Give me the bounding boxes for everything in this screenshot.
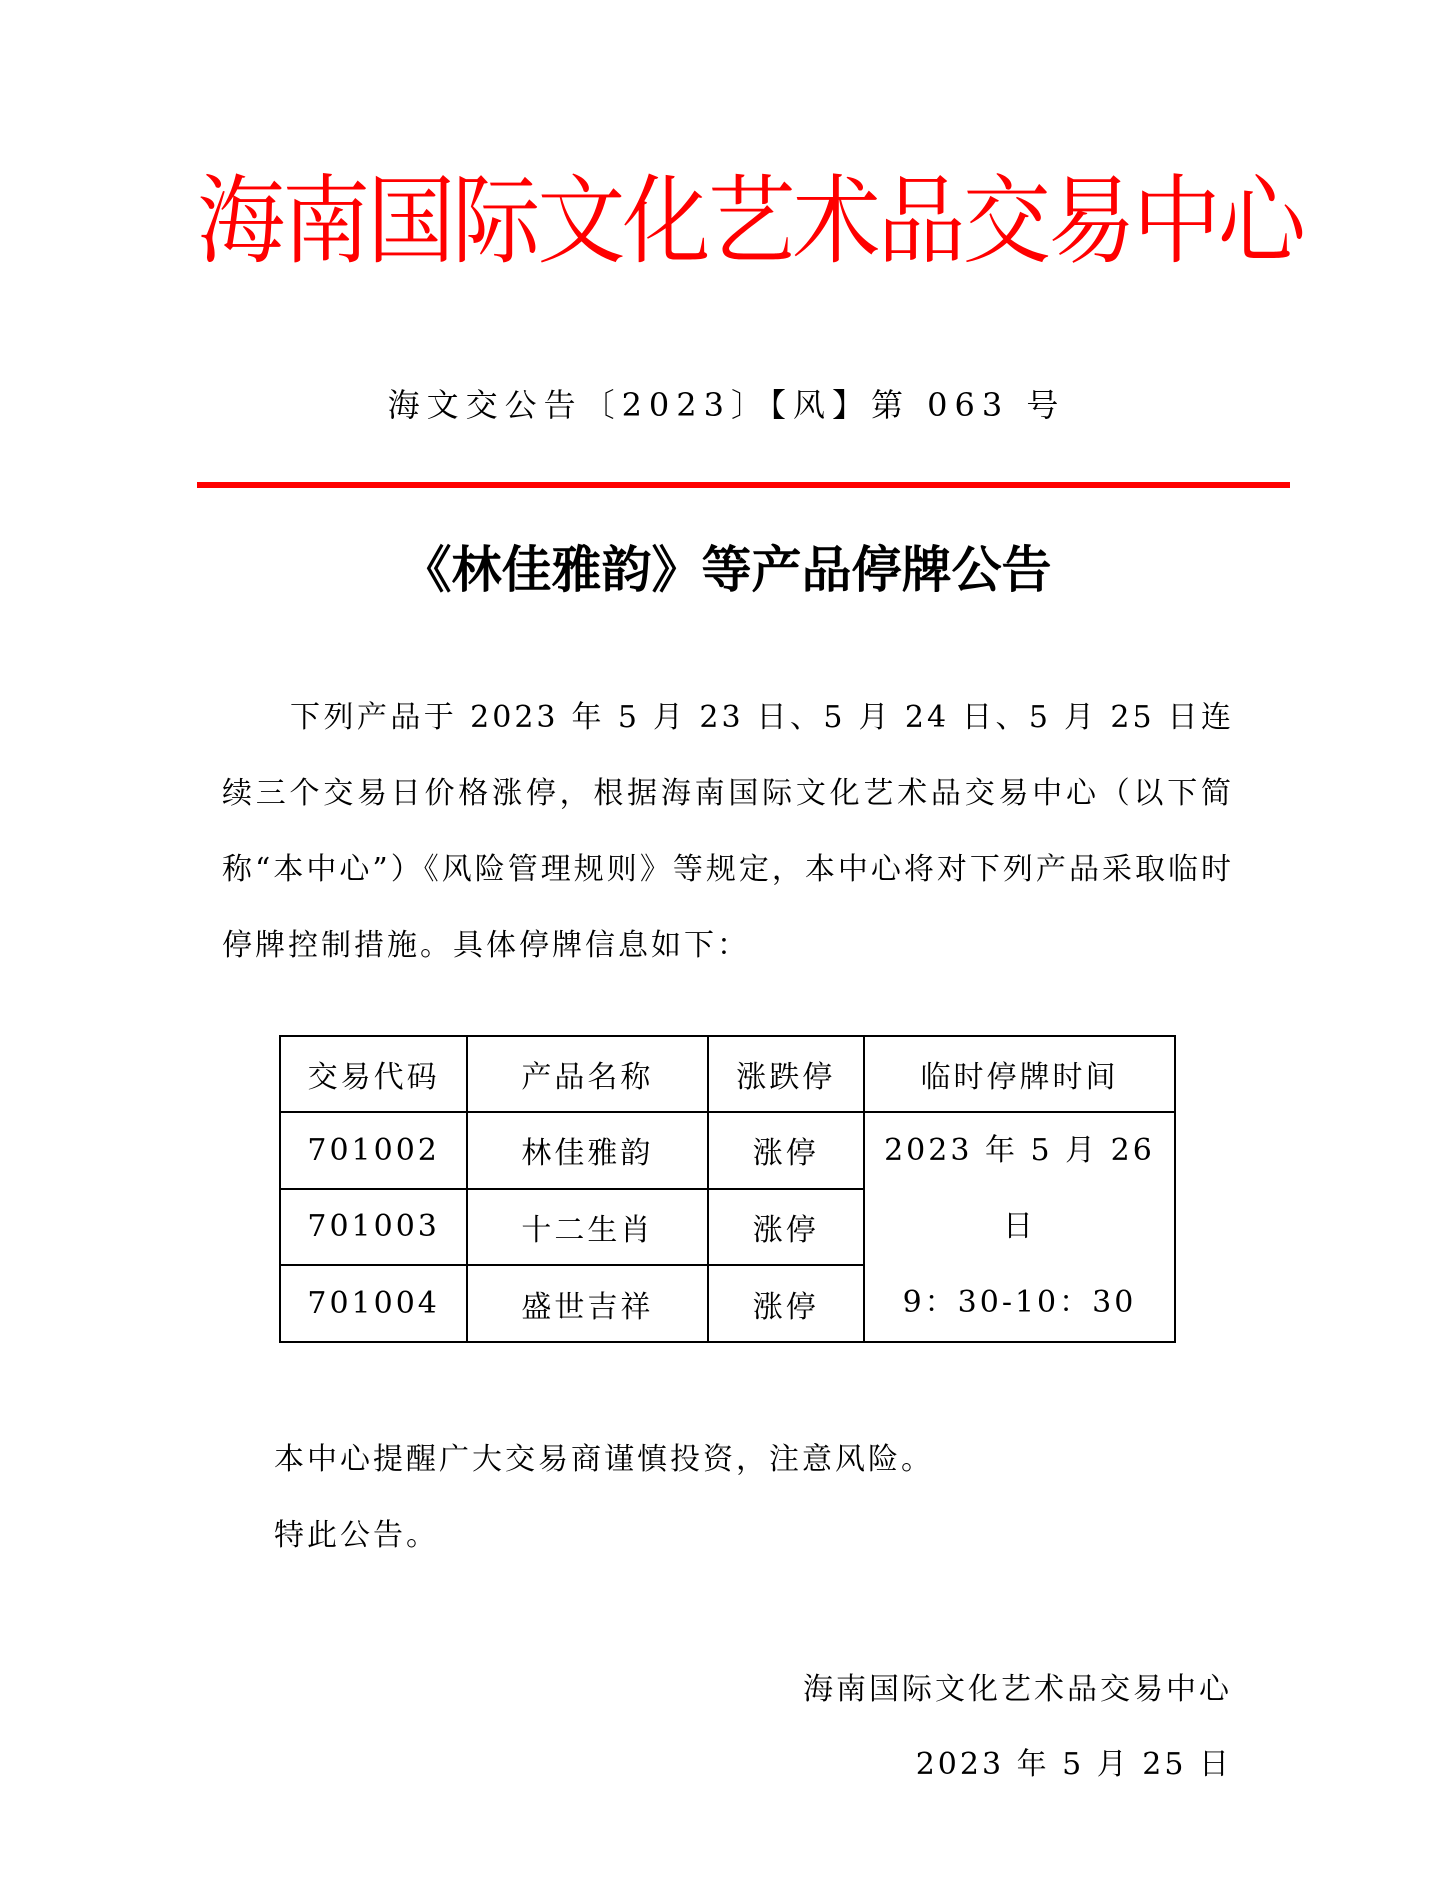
risk-reminder: 本中心提醒广大交易商谨慎投资，注意风险。	[274, 1442, 934, 1477]
header-char: 化	[622, 164, 711, 278]
header-char: 文	[537, 164, 626, 278]
limit-status: 涨停	[708, 1112, 864, 1189]
header-char: 心	[1217, 164, 1306, 278]
trade-code: 701004	[280, 1265, 467, 1342]
red-divider	[197, 482, 1290, 488]
closing-line: 特此公告。	[274, 1518, 439, 1553]
header-char: 海	[197, 164, 286, 278]
body-paragraph: 下列产品于 2023 年 5 月 23 日、5 月 24 日、5 月 25 日连续三个交易日价格涨停，根据海南国际文化艺术品交易中心（以下简称“本中心”）《风险管理规则》等规定，本中心将对下列产品采取临时停牌控制措施。具体停牌信息如下：	[222, 700, 1234, 963]
table-row	[280, 1112, 1175, 1189]
header-char: 南	[282, 164, 371, 278]
table-header-row	[280, 1036, 1175, 1112]
document-number: 海文交公告〔2023〕【风】第 063 号	[387, 386, 1066, 424]
header-char: 术	[792, 164, 881, 278]
header-char: 际	[452, 164, 541, 278]
header-product-name: 产品名称	[467, 1036, 707, 1112]
header-char: 交	[962, 164, 1051, 278]
suspension-table	[279, 1035, 1176, 1343]
trade-code: 701002	[280, 1112, 467, 1189]
product-name: 十二生肖	[467, 1189, 707, 1266]
product-name: 盛世吉祥	[467, 1265, 707, 1342]
trade-code: 701003	[280, 1189, 467, 1266]
header-char: 中	[1132, 164, 1221, 278]
header-suspension-time: 临时停牌时间	[864, 1036, 1175, 1112]
header-char: 易	[1047, 164, 1136, 278]
suspension-time-cell	[864, 1112, 1175, 1342]
limit-status: 涨停	[708, 1265, 864, 1342]
header-trade-code: 交易代码	[280, 1036, 467, 1112]
product-name: 林佳雅韵	[467, 1112, 707, 1189]
issuer-header	[197, 150, 1306, 293]
suspension-date: 2023 年 5 月 26 日	[884, 1133, 1155, 1244]
announcement-title: 《林佳雅韵》等产品停牌公告	[401, 540, 1052, 599]
signature-org: 海南国际文化艺术品交易中心	[803, 1672, 1232, 1707]
suspension-hours: 9：30-10：30	[902, 1285, 1137, 1320]
header-char: 品	[877, 164, 966, 278]
header-limit: 涨跌停	[708, 1036, 864, 1112]
signature-date: 2023 年 5 月 25 日	[915, 1747, 1232, 1782]
header-char: 艺	[707, 164, 796, 278]
limit-status: 涨停	[708, 1189, 864, 1266]
header-char: 国	[367, 164, 456, 278]
